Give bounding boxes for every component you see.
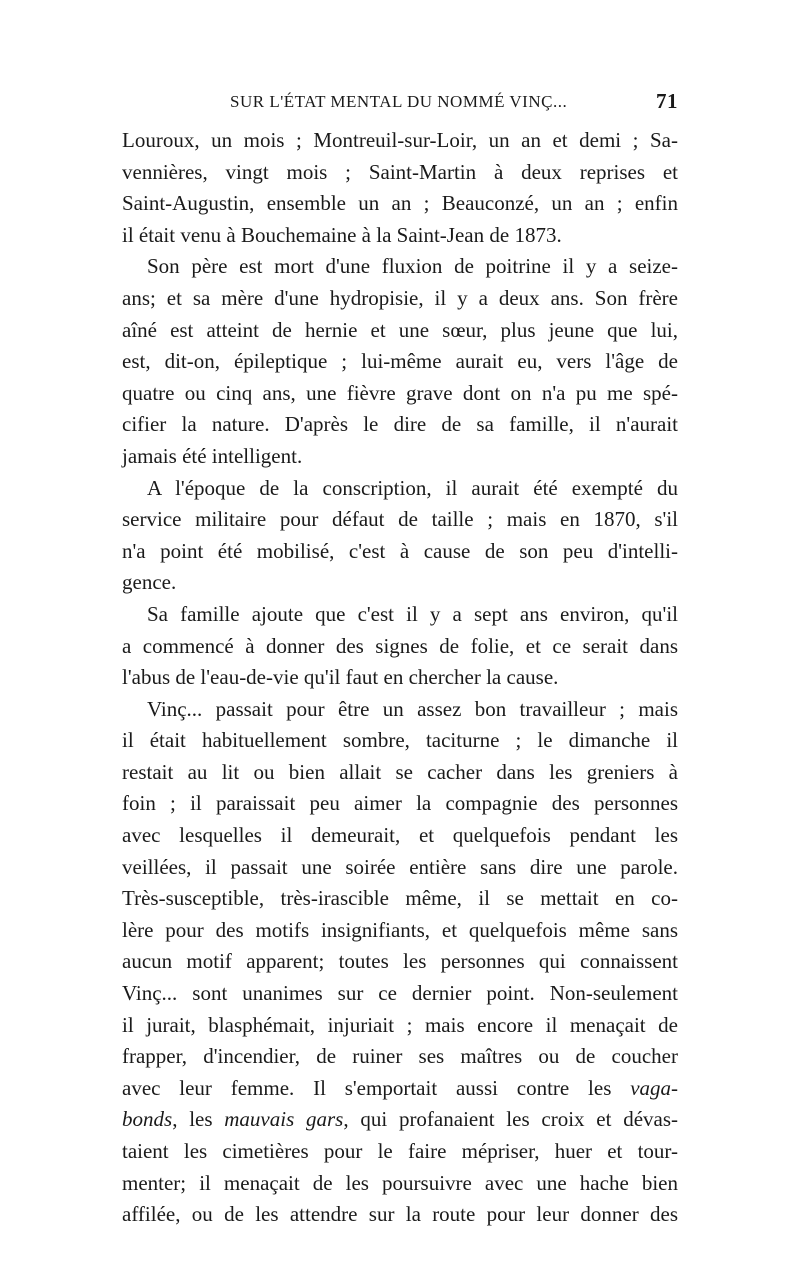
text-line: il était habituellement sombre, taciturne ; le dimanche il bbox=[122, 728, 678, 753]
text-line: n'a point été mobilisé, c'est à cause de son peu d'intelli- bbox=[122, 538, 678, 563]
paragraph-start-line: Vinç... passait pour être un assez bon travailleur ; mais bbox=[147, 696, 678, 721]
text-line: Vinç... sont unanimes sur ce dernier point. Non-seulement bbox=[122, 981, 678, 1006]
text-line: lère pour des motifs insignifiants, et quelquefois même sans bbox=[122, 917, 678, 942]
text-line: jamais été intelligent. bbox=[122, 443, 303, 468]
text-line: gence. bbox=[122, 570, 177, 595]
text-line: cifier la nature. D'après le dire de sa famille, il n'aurait bbox=[122, 412, 678, 437]
text-line: Saint-Augustin, ensemble un an ; Beauconzé, un an ; enfin bbox=[122, 191, 678, 216]
text-line: restait au lit ou bien allait se cacher dans les greniers à bbox=[122, 759, 678, 784]
text-line-with-italic bbox=[122, 1073, 678, 1105]
text-fragment: , les bbox=[172, 1107, 213, 1132]
paragraph-start-line: A l'époque de la conscription, il aurait été exempté du bbox=[147, 475, 678, 500]
text-line: taient les cimetières pour le faire mépriser, huer et tour- bbox=[122, 1139, 678, 1163]
paragraph-start-line: Sa famille ajoute que c'est il y a sept ans environ, qu'il bbox=[147, 601, 678, 626]
text-line: foin ; il paraissait peu aimer la compagnie des personnes bbox=[122, 791, 678, 816]
text-line: affilée, ou de les attendre sur la route pour leur donner des bbox=[122, 1202, 678, 1227]
text-line: il était venu à Bouchemaine à la Saint-Jean de 1873. bbox=[122, 222, 562, 247]
text-line-with-italic bbox=[122, 1104, 678, 1136]
page-number: 71 bbox=[656, 89, 678, 113]
text-line: quatre ou cinq ans, une fièvre grave dont on n'a pu me spé- bbox=[122, 380, 678, 405]
text-line: vennières, vingt mois ; Saint-Martin à deux reprises et bbox=[122, 159, 678, 184]
text-line: a commencé à donner des signes de folie, et ce serait dans bbox=[122, 633, 678, 658]
text-line: veillées, il passait une soirée entière sans dire une parole. bbox=[122, 854, 678, 879]
running-title: SUR L'ÉTAT MENTAL DU NOMMÉ VINÇ... bbox=[230, 92, 568, 111]
text-line: Très-susceptible, très-irascible même, il se mettait en co- bbox=[122, 886, 678, 911]
text-line: service militaire pour défaut de taille ; mais en 1870, s'il bbox=[122, 507, 678, 532]
text-line: menter; il menaçait de les poursuivre avec une hache bien bbox=[122, 1170, 678, 1195]
text-line: est, dit-on, épileptique ; lui-même aurait eu, vers l'âge de bbox=[122, 349, 678, 374]
body-text bbox=[122, 125, 678, 1231]
running-head bbox=[122, 89, 678, 118]
text-fragment: , qui profanaient les croix et dévas- bbox=[343, 1107, 678, 1132]
italic-fragment: vaga- bbox=[630, 1075, 679, 1100]
italic-fragment: bonds bbox=[122, 1107, 173, 1132]
text-line: Louroux, un mois ; Montreuil-sur-Loir, un an et demi ; Sa- bbox=[122, 128, 678, 152]
text-line: aucun motif apparent; toutes les personnes qui connaissent bbox=[122, 949, 678, 974]
text-line: avec lesquelles il demeurait, et quelquefois pendant les bbox=[122, 823, 678, 848]
text-line: frapper, d'incendier, de ruiner ses maîtres ou de coucher bbox=[122, 1044, 678, 1069]
text-fragment: avec leur femme. Il s'emportait aussi contre les bbox=[122, 1075, 612, 1100]
text-line: l'abus de l'eau-de-vie qu'il faut en chercher la cause. bbox=[122, 665, 559, 690]
paragraph-start-line: Son père est mort d'une fluxion de poitrine il y a seize- bbox=[147, 254, 678, 279]
text-line: il jurait, blasphémait, injuriait ; mais encore il menaçait de bbox=[122, 1012, 678, 1037]
text-line: ans; et sa mère d'une hydropisie, il y a deux ans. Son frère bbox=[122, 285, 678, 310]
italic-fragment: mauvais gars bbox=[224, 1107, 344, 1132]
text-line: aîné est atteint de hernie et une sœur, plus jeune que lui, bbox=[122, 317, 678, 342]
